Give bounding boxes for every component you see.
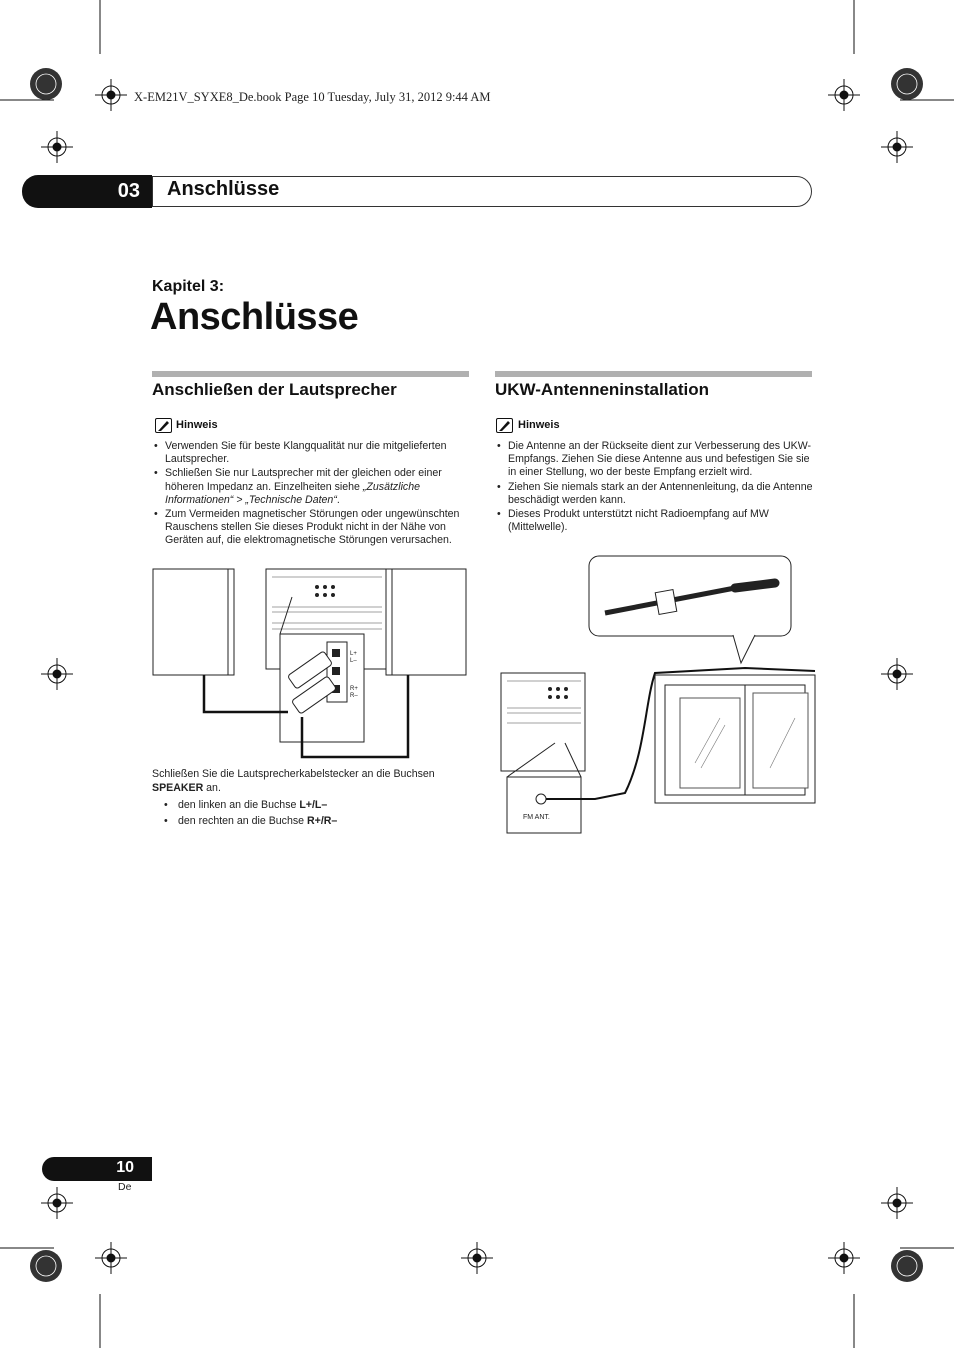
print-info: X-EM21V_SYXE8_De.book Page 10 Tuesday, July 31, 2012 9:44 AM [134,90,491,104]
chapter-kicker: Kapitel 3: [152,278,225,295]
page-number-badge [42,1157,152,1181]
chapter-number: 03 [117,180,140,202]
terminal-label-l-plus: L+ [350,651,357,657]
page-number: 10 [116,1159,134,1176]
note-label: Hinweis [518,419,560,431]
list-item: • Verwenden Sie für beste Klangqualität nur die mitgelieferten Lautsprecher. [152,440,472,466]
list-item: • Die Antenne an der Rückseite dient zur Verbesserung des UKW-Empfangs. Ziehen Sie diese Antenne aus und befestigen Sie sie in einer Stellung, wo der beste Empfang erzielt wird. [495,440,813,480]
pencil-note-icon [496,418,513,433]
list-item: • Ziehen Sie niemals stark an der Antennenleitung, da die Antenne beschädigt werden kann. [495,481,813,507]
list-item: • den rechten an die Buchse R+/R– [152,813,472,829]
header-title: Anschlüsse [167,178,280,200]
language-code: De [118,1181,132,1193]
fm-antenna-label: FM ANT. [523,814,550,821]
section-heading-antenna: UKW-Antenneninstallation [495,380,710,399]
terminal-label-l-minus: L– [350,658,357,664]
terminal-label-r-minus: R– [350,693,358,699]
cross-reference: „Zusätzliche Informationen“ > „Technische Daten“ [165,480,420,506]
page-title: Anschlüsse [150,296,359,338]
terminal-label-r-plus: R+ [350,686,358,692]
antenna-notes-list [495,440,813,535]
list-item: • Dieses Produkt unterstützt nicht Radioempfang auf MW (Mittelwelle). [495,508,813,534]
list-item: • den linken an die Buchse L+/L– [152,797,472,813]
list-item: • Zum Vermeiden magnetischer Störungen oder ungewünschten Rauschens stellen Sie dieses Produkt nicht in der Nähe von Geräten auf, die elektromagnetische Störungen verursachen. [152,508,472,548]
speaker-notes-list [152,440,472,549]
connection-instruction: Schließen Sie die Lautsprecherkabelstecker an die Buchsen SPEAKER an. [152,768,435,794]
pencil-note-icon [155,418,172,433]
chapter-number-badge [22,175,152,208]
speaker-term: SPEAKER [152,781,204,794]
section-divider [495,371,812,377]
terminal-list [152,797,472,829]
speaker-connection-diagram [152,567,472,767]
section-heading-speakers: Anschließen der Lautsprecher [152,380,397,399]
section-divider [152,371,469,377]
antenna-installation-diagram [495,553,815,838]
list-item: • Schließen Sie nur Lautsprecher mit der gleichen oder einer höheren Impedanz an. Einzelheiten siehe „Zusätzliche Informationen“ > „Technische Daten“. [152,467,472,507]
note-label: Hinweis [176,419,218,431]
